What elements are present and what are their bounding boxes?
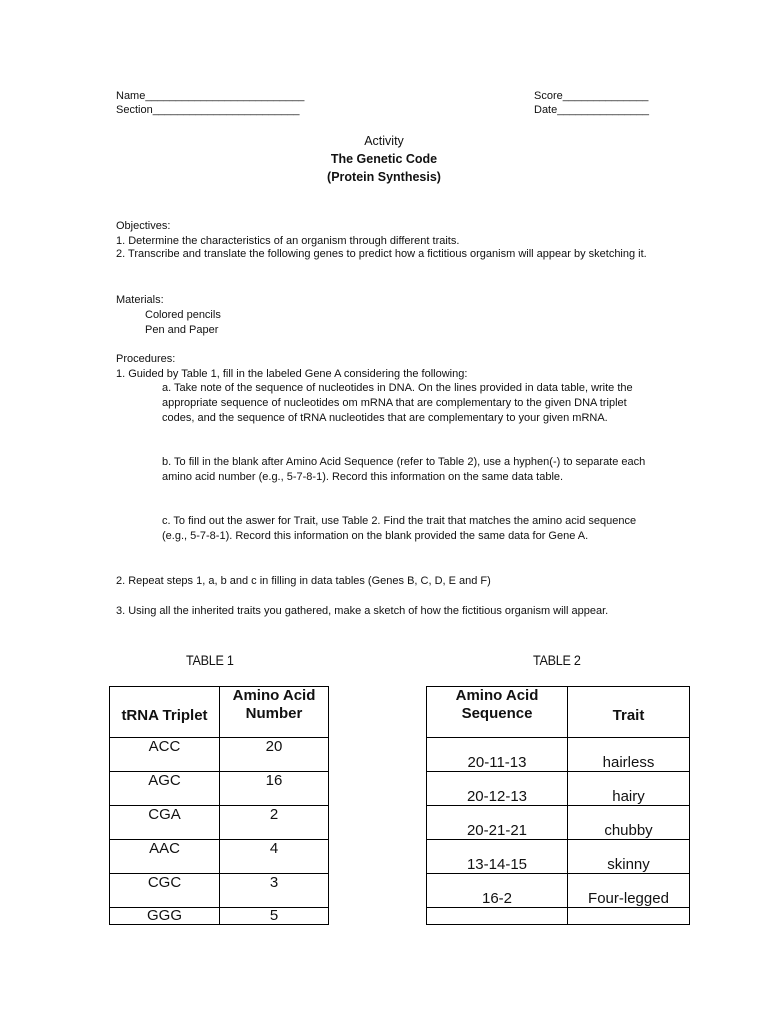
procedure-step-2: 2. Repeat steps 1, a, b and c in filling in data tables (Genes B, C, D, E and F) bbox=[116, 575, 491, 587]
table-1-cell: 2 bbox=[220, 806, 329, 840]
table-row bbox=[427, 840, 690, 874]
name-field-label: Name__________________________ bbox=[116, 90, 305, 102]
material-2: Pen and Paper bbox=[145, 324, 219, 336]
table-row bbox=[427, 874, 690, 908]
score-field-label: Score______________ bbox=[534, 90, 649, 102]
table-row bbox=[427, 738, 690, 772]
table-2-header-sequence bbox=[427, 687, 568, 738]
table-2-cell: skinny bbox=[568, 840, 690, 874]
table-2-cell: hairless bbox=[568, 738, 690, 772]
table-1-cell: AGC bbox=[110, 772, 220, 806]
table-2-cell: 20-21-21 bbox=[427, 806, 568, 840]
page-subtitle: (Protein Synthesis) bbox=[327, 170, 441, 184]
table-row bbox=[110, 874, 329, 908]
table-row bbox=[427, 772, 690, 806]
table-row bbox=[110, 772, 329, 806]
table-2-cell: chubby bbox=[568, 806, 690, 840]
procedure-step-1b: b. To fill in the blank after Amino Acid Sequence (refer to Table 2), use a hyphen(-) to separate each amino acid number (e.g., 5-7-8-1). Record this information on the same data table. bbox=[162, 456, 646, 483]
table-2-cell: 20-11-13 bbox=[427, 738, 568, 772]
page-title: The Genetic Code bbox=[330, 152, 438, 166]
procedure-step-1a: a. Take note of the sequence of nucleotides in DNA. On the lines provided in data table, write the appropriate sequence of nucleotides om mRNA that are complementary to the given DNA triplet codes, and the sequence of tRNA nucleotides that are complementary to your given mRNA. bbox=[162, 382, 633, 424]
table-2-header-line2: Sequence bbox=[461, 705, 533, 722]
table-2-cell bbox=[427, 908, 568, 925]
procedure-step-1c: c. To find out the aswer for Trait, use Table 2. Find the trait that matches the amino acid sequence (e.g., 5-7-8-1). Record this information on the blank provided the same data for Gene A. bbox=[162, 515, 637, 542]
table-1-title: TABLE 1 bbox=[186, 652, 234, 668]
table-1-cell: GGG bbox=[110, 908, 220, 925]
table-1-cell: 20 bbox=[220, 738, 329, 772]
procedure-step-1: 1. Guided by Table 1, fill in the labeled Gene A considering the following: bbox=[116, 368, 468, 380]
objective-1: 1. Determine the characteristics of an organism through different traits. bbox=[116, 235, 460, 247]
materials-heading: Materials: bbox=[116, 294, 164, 306]
table-row bbox=[110, 908, 329, 925]
table-1-header-line2: Number bbox=[245, 705, 303, 722]
table-2-header-trait: Trait bbox=[568, 687, 690, 738]
table-row bbox=[110, 806, 329, 840]
table-1-cell: ACC bbox=[110, 738, 220, 772]
table-1-cell: 16 bbox=[220, 772, 329, 806]
table-1-cell: CGC bbox=[110, 874, 220, 908]
table-header-row bbox=[427, 687, 690, 738]
table-1-cell: AAC bbox=[110, 840, 220, 874]
activity-label: Activity bbox=[364, 134, 404, 148]
table-row bbox=[110, 840, 329, 874]
table-row bbox=[427, 908, 690, 925]
table-2-cell: hairy bbox=[568, 772, 690, 806]
table-header-row bbox=[110, 687, 329, 738]
table-2-header-line1: Amino Acid bbox=[455, 687, 539, 704]
table-1-header-trna: tRNA Triplet bbox=[110, 687, 220, 738]
section-field-label: Section________________________ bbox=[116, 104, 300, 116]
objective-2: 2. Transcribe and translate the following genes to predict how a fictitious organism will appear by sketching it. bbox=[116, 248, 647, 260]
table-1-cell: 3 bbox=[220, 874, 329, 908]
table-1 bbox=[109, 686, 329, 925]
table-1-cell: CGA bbox=[110, 806, 220, 840]
procedure-step-3: 3. Using all the inherited traits you gathered, make a sketch of how the fictitious organism will appear. bbox=[116, 605, 609, 617]
table-2-cell: Four-legged bbox=[568, 874, 690, 908]
material-1: Colored pencils bbox=[145, 309, 221, 321]
table-2-cell: 16-2 bbox=[427, 874, 568, 908]
date-field-label: Date_______________ bbox=[534, 104, 650, 116]
table-2-cell: 13-14-15 bbox=[427, 840, 568, 874]
table-2-cell bbox=[568, 908, 690, 925]
table-2-title: TABLE 2 bbox=[533, 652, 581, 668]
table-row bbox=[427, 806, 690, 840]
table-2 bbox=[426, 686, 690, 925]
table-1-header-line1: Amino Acid bbox=[232, 687, 316, 704]
objectives-heading: Objectives: bbox=[116, 220, 171, 232]
procedures-heading: Procedures: bbox=[116, 353, 176, 365]
table-2-cell: 20-12-13 bbox=[427, 772, 568, 806]
table-row bbox=[110, 738, 329, 772]
table-1-cell: 5 bbox=[220, 908, 329, 925]
table-1-cell: 4 bbox=[220, 840, 329, 874]
table-1-header-amino-acid bbox=[220, 687, 329, 738]
